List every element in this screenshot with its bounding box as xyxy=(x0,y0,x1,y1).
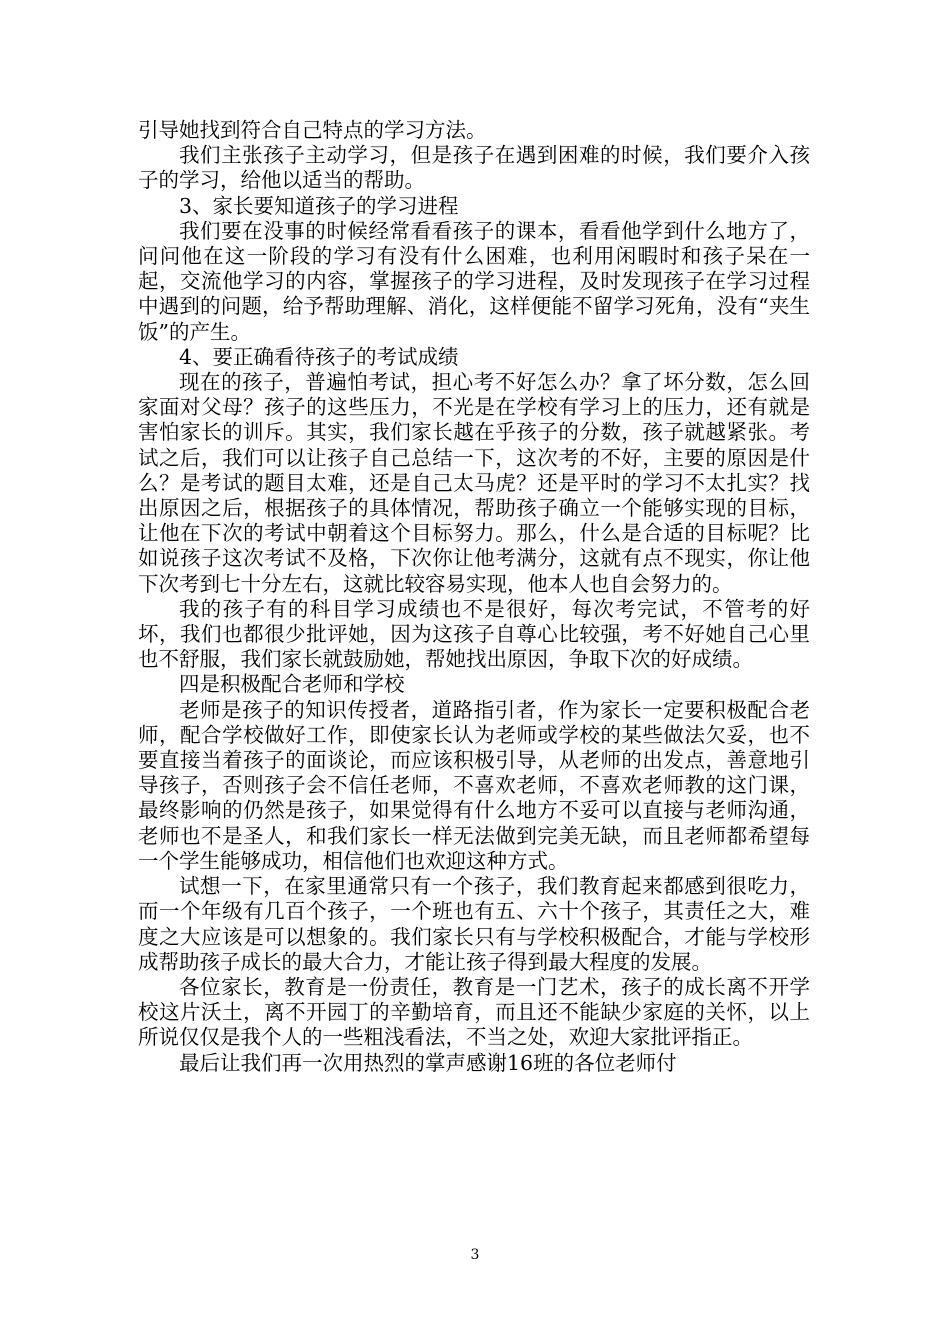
paragraph: 现在的孩子，普遍怕考试，担心考不好怎么办？拿了坏分数，怎么回家面对父母？孩子的这些压力，不光是在学校有学习上的压力，还有就是害怕家长的训斥。其实，我们家长越在乎孩子的分数，孩子就越紧张。考试之后，我们可以让孩子自己总结一下，这次考的不好，主要的原因是什么？是考试的题目太难，还是自己太马虎？还是平时的学习不太扎实？找出原因之后，根据孩子的具体情况，帮助孩子确立一个能够实现的目标，让他在下次的考试中朝着这个目标努力。那么，什么是合适的目标呢？比如说孩子这次考试不及格，下次你让他考满分，这就有点不现实，你让他下次考到七十分左右，这就比较容易实现，他本人也自会努力的。 xyxy=(138,370,810,596)
section-heading: 四是积极配合老师和学校 xyxy=(179,672,405,697)
paragraph: 我们要在没事的时候经常看看孩子的课本，看看他学到什么地方了，问问他在这一阶段的学习有没有什么困难，也利用闲暇时和孩子呆在一起，交流他学习的内容，掌握孩子的学习进程，及时发现孩子在学习过程中遇到的问题，给予帮助理解、消化，这样便能不留学习死角，没有“夹生饭”的产生。 xyxy=(138,218,810,344)
paragraph: 我们主张孩子主动学习，但是孩子在遇到困难的时候，我们要介入孩子的学习，给他以适当的帮助。 xyxy=(138,143,810,193)
section-heading: 4、要正确看待孩子的考试成绩 xyxy=(179,344,459,369)
paragraph: 最后让我们再一次用热烈的掌声感谢16班的各位老师付 xyxy=(179,1050,677,1075)
document-body xyxy=(138,118,810,1076)
paragraph: 试想一下，在家里通常只有一个孩子，我们教育起来都感到很吃力，而一个年级有几百个孩子，一个班也有五、六十个孩子，其责任之大，难度之大应该是可以想象的。我们家长只有与学校积极配合，才能与学校形成帮助孩子成长的最大合力，才能让孩子得到最大程度的发展。 xyxy=(138,874,810,974)
paragraph: 老师是孩子的知识传授者，道路指引者，作为家长一定要积极配合老师，配合学校做好工作，即使家长认为老师或学校的某些做法欠妥，也不要直接当着孩子的面谈论，而应该积极引导，从老师的出发点，善意地引导孩子，否则孩子会不信任老师，不喜欢老师，不喜欢老师教的这门课，最终影响的仍然是孩子，如果觉得有什么地方不妥可以直接与老师沟通，老师也不是圣人，和我们家长一样无法做到完美无缺，而且老师都希望每一个学生能够成功，相信他们也欢迎这种方式。 xyxy=(138,697,810,873)
page-number: 3 xyxy=(470,1247,480,1263)
section-heading: 3、家长要知道孩子的学习进程 xyxy=(179,193,459,218)
paragraph: 各位家长，教育是一份责任，教育是一门艺术，孩子的成长离不开学校这片沃土，离不开园丁的辛勤培育，而且还不能缺少家庭的关怀，以上所说仅仅是我个人的一些粗浅看法，不当之处，欢迎大家批评指正。 xyxy=(138,974,810,1050)
paragraph-continuation: 引导她找到符合自己特点的学习方法。 xyxy=(138,118,487,142)
paragraph: 我的孩子有的科目学习成绩也不是很好，每次考完试，不管考的好坏，我们也都很少批评她，因为这孩子自尊心比较强，考不好她自己心里也不舒服，我们家长就鼓励她，帮她找出原因，争取下次的好成绩。 xyxy=(138,596,810,672)
